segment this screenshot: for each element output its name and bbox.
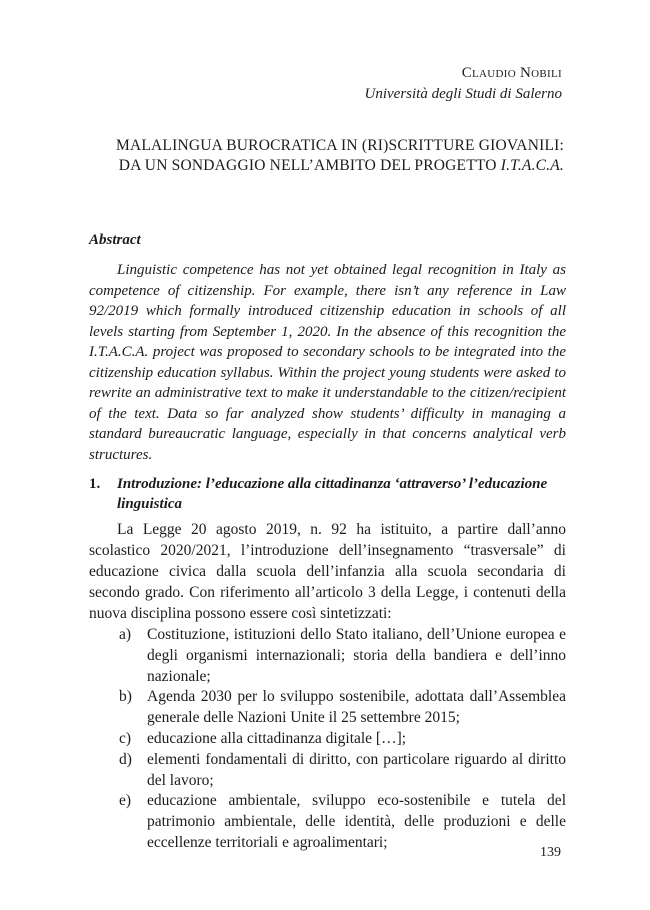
title-line-2-text: DA UN SONDAGGIO NELL’AMBITO DEL PROGETTO bbox=[118, 157, 501, 174]
list-item-text: educazione ambientale, sviluppo eco-sostenibile e tutela del patrimonio ambientale, delle identità, delle produzioni e delle eccellenze territoriali e agroalimentari; bbox=[147, 792, 566, 851]
list-item bbox=[89, 687, 566, 729]
page-number: 139 bbox=[540, 845, 561, 860]
section-number: 1 . bbox=[89, 474, 117, 514]
list-item bbox=[89, 750, 566, 792]
author-block bbox=[365, 63, 562, 105]
author-name: Claudio Nobili bbox=[461, 65, 562, 81]
list-marker: a) bbox=[119, 626, 132, 643]
list-item-text: Agenda 2030 per lo sviluppo sostenibile, adottata dall’Assemblea generale delle Nazioni Unite il 25 settembre 2015; bbox=[147, 688, 566, 727]
list-marker: b) bbox=[119, 688, 132, 706]
section-heading bbox=[89, 474, 566, 514]
list-marker: d) bbox=[119, 750, 132, 768]
body-paragraph: La Legge 20 agosto 2019, n. 92 ha istituito, a partire dall’anno scolastico 2020/2021, l’introduzione dell’insegnamento “trasversale” di educazione civica dalla scuola dell’infanzia alla scuola secondaria di secondo grado. Con riferimento all’articolo 3 della Legge, i contenuti della nuova disciplina possono essere così sintetizzati: bbox=[89, 521, 566, 622]
list-marker: e) bbox=[119, 792, 132, 810]
list-item-text: elementi fondamentali di diritto, con particolare riguardo al diritto del lavoro; bbox=[147, 750, 566, 789]
abstract-heading: Abstract bbox=[89, 232, 141, 248]
paper-title bbox=[116, 136, 564, 176]
body-text bbox=[89, 519, 566, 624]
list-item bbox=[89, 625, 566, 687]
title-line-2 bbox=[116, 156, 564, 176]
project-name: I.T.A.C.A. bbox=[500, 157, 564, 174]
author-affiliation: Università degli Studi di Salerno bbox=[364, 86, 562, 102]
list-item bbox=[89, 729, 566, 750]
abstract-paragraph: Linguistic competence has not yet obtained legal recognition in Italy as competence of citizenship. For example, there isn’t any reference in Law 92/2019 which formally introduced citizenship education in schools of all levels starting from September 1, 2020. In the absence of this recognition the I.T.A.C.A. project was proposed to secondary schools to be integrated into the citizenship education syllabus. Within the project young students were asked to rewrite an administrative text to make it understandable to the citizen/recipient of the text. Data so far analyzed show students’ difficulty in managing a standard bureaucratic language, especially in that concerns analytical verb structures. bbox=[89, 262, 566, 463]
list-marker: c) bbox=[119, 729, 132, 747]
abstract-body bbox=[89, 260, 566, 465]
list-item-text: Costituzione, istituzioni dello Stato italiano, dell’Unione europea e degli organismi internazionali; storia della bandiera e dell’inno nazionale; bbox=[147, 626, 566, 685]
content-list bbox=[89, 625, 566, 854]
title-line-1: MALALINGUA BUROCRATICA IN (RI)SCRITTURE GIOVANILI: bbox=[115, 137, 564, 154]
section-title: Introduzione: l’educazione alla cittadinanza ‘attraverso’ l’educazione linguistica bbox=[117, 476, 548, 512]
list-item-text: educazione alla cittadinanza digitale […]; bbox=[147, 729, 407, 747]
list-item bbox=[89, 791, 566, 853]
